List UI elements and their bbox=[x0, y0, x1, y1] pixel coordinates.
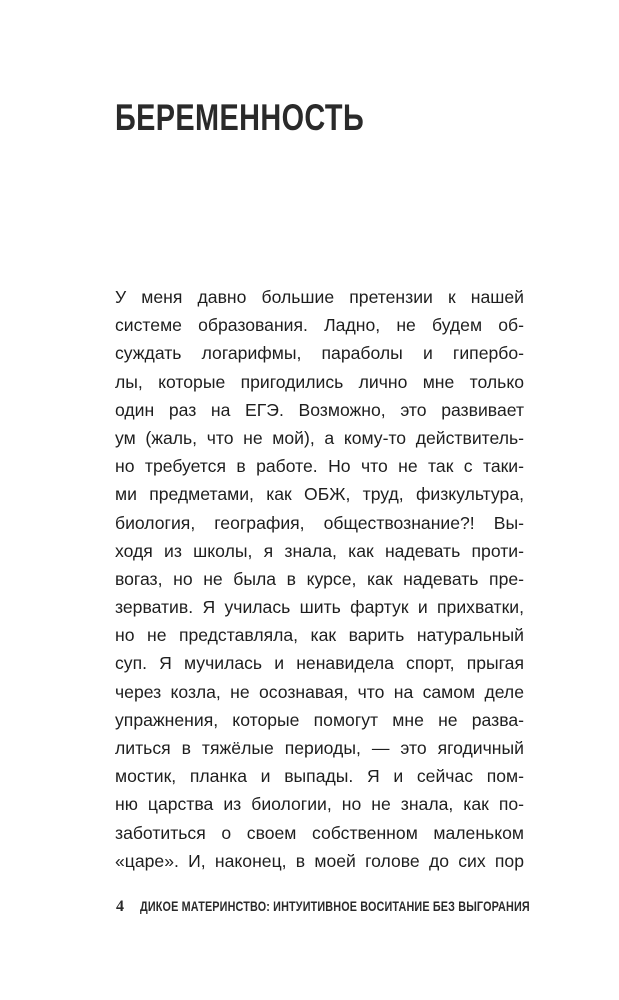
body-line: суп. Я мучилась и ненавидела спорт, прыгая bbox=[115, 653, 524, 674]
body-line: упражнения, которые помогут мне не разва- bbox=[115, 709, 524, 730]
body-line: ходя из школы, я знала, как надевать проти- bbox=[115, 540, 524, 561]
body-line: литься в тяжёлые периоды, — это ягодичный bbox=[115, 738, 524, 758]
page-footer bbox=[116, 898, 619, 916]
body-line: биология, география, обществознание?! Вы- bbox=[115, 512, 524, 533]
body-text bbox=[115, 283, 524, 875]
body-line: вогаз, но не была в курсе, как надевать пре- bbox=[115, 568, 524, 589]
body-line: мостик, планка и выпады. Я и сейчас пом- bbox=[115, 766, 524, 787]
body-line: но не представляла, как варить натуральный bbox=[115, 625, 524, 646]
body-line: «царе». И, наконец, в моей голове до сих пор bbox=[115, 850, 524, 871]
body-line: через козла, не осознавая, что на самом деле bbox=[115, 681, 524, 702]
body-line: системе образования. Ладно, не будем об- bbox=[115, 315, 524, 336]
chapter-title: БЕРЕМЕННОСТЬ bbox=[115, 97, 365, 138]
body-line: ми предметами, как ОБЖ, труд, физкультура, bbox=[115, 484, 524, 505]
page-number: 4 bbox=[116, 898, 124, 915]
running-book-title: ДИКОЕ МАТЕРИНСТВО: ИНТУИТИВНОЕ ВОСИТАНИЕ БЕЗ ВЫГОРАНИЯ bbox=[139, 899, 530, 914]
body-line: ум (жаль, что не мой), а кому-то действитель- bbox=[115, 427, 524, 448]
body-line: но требуется в работе. Но что не так с таки- bbox=[115, 456, 524, 477]
body-line: ню царства из биологии, но не знала, как по- bbox=[115, 794, 524, 815]
body-line: суждать логарифмы, параболы и гипербо- bbox=[115, 343, 524, 364]
body-line: зерватив. Я училась шить фартук и прихватки, bbox=[115, 597, 524, 618]
body-line: заботиться о своем собственном маленьком bbox=[115, 822, 524, 843]
body-line: один раз на ЕГЭ. Возможно, это развивает bbox=[115, 399, 524, 420]
body-line: У меня давно большие претензии к нашей bbox=[115, 287, 524, 307]
body-line: лы, которые пригодились лично мне только bbox=[115, 371, 524, 392]
